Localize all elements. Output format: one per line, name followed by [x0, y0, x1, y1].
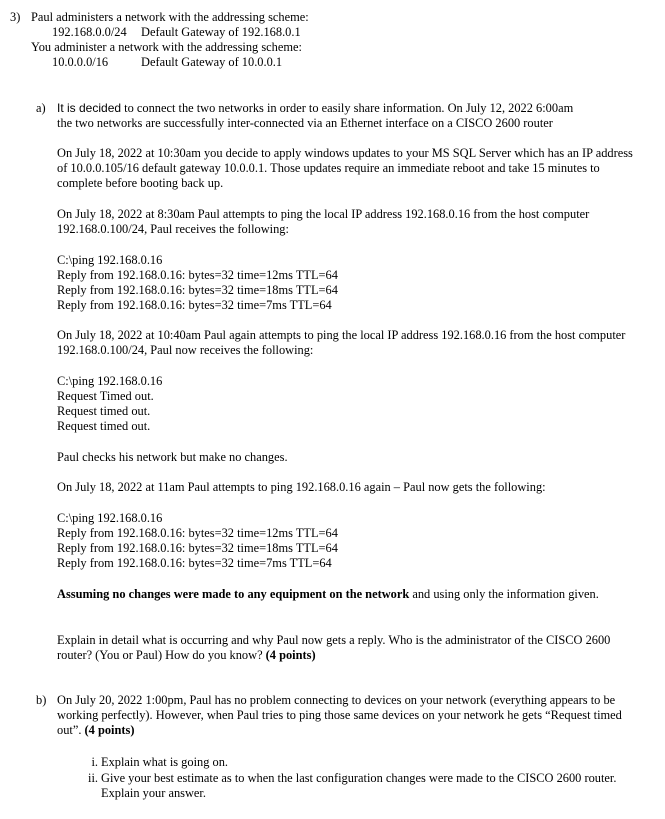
part-b-points: (4 points) — [84, 723, 135, 737]
intro-rest: to connect the two networks in order to easily share information. On July 12, 2022 6:00am — [121, 101, 574, 115]
console-line: Reply from 192.168.0.16: bytes=32 time=7ms TTL=64 — [57, 298, 332, 312]
explain-points: (4 points) — [265, 648, 316, 662]
console-line: C:\ping 192.168.0.16 — [57, 511, 163, 525]
assumption-bold: Assuming no changes were made to any equipment on the network — [57, 587, 410, 601]
question-number: 3) — [10, 10, 21, 24]
console-line: Reply from 192.168.0.16: bytes=32 time=12ms TTL=64 — [57, 268, 338, 282]
paul-network-intro: Paul administers a network with the addressing scheme: — [31, 10, 309, 24]
sub-item-num: i. — [91, 755, 98, 769]
part-b-paragraph — [57, 693, 622, 738]
checks-paragraph: Paul checks his network but make no changes. — [57, 450, 288, 464]
console-line: Request timed out. — [57, 404, 151, 418]
console-line: Request timed out. — [57, 419, 151, 433]
updates-paragraph: On July 18, 2022 at 10:30am you decide to apply windows updates to your MS SQL Server which has an IP address of 10.0.0.105/16 default gateway 10.0.0.1. Those updates require an immediate reboot and take 15 minutes to complete before booting back up. — [57, 146, 633, 190]
paul-network-address: 192.168.0.0/24 — [52, 25, 127, 39]
ping3-paragraph: On July 18, 2022 at 11am Paul attempts to ping 192.168.0.16 again – Paul now gets the following: — [57, 480, 546, 494]
part-a-intro-line2: the two networks are successfully inter-connected via an Ethernet interface on a CISCO 2600 router — [57, 116, 553, 130]
sub-item-text: Explain what is going on. — [101, 755, 228, 769]
sub-item-num: ii. — [88, 771, 98, 785]
console-line: C:\ping 192.168.0.16 — [57, 374, 163, 388]
console-line: Reply from 192.168.0.16: bytes=32 time=18ms TTL=64 — [57, 283, 338, 297]
console-line: Reply from 192.168.0.16: bytes=32 time=18ms TTL=64 — [57, 541, 338, 555]
part-a-label: a) — [36, 101, 46, 115]
paul-default-gateway: Default Gateway of 192.168.0.1 — [141, 25, 301, 39]
ping3-output — [57, 511, 338, 571]
your-network-address: 10.0.0.0/16 — [52, 55, 109, 69]
assumption-paragraph — [57, 587, 617, 602]
console-line: Reply from 192.168.0.16: bytes=32 time=12ms TTL=64 — [57, 526, 338, 540]
explain-text: Explain in detail what is occurring and why Paul now gets a reply. Who is the administrator of the CISCO 2600 router? (You or Paul) How do you know? — [57, 633, 611, 662]
ping2-paragraph: On July 18, 2022 at 10:40am Paul again attempts to ping the local IP address 192.168.0.16 from the host computer 192.168.0.100/24, Paul now receives the following: — [57, 328, 626, 357]
sub-item-text: Give your best estimate as to when the last configuration changes were made to the CISCO 2600 router. Explain your answer. — [101, 771, 617, 800]
ping2-output — [57, 374, 162, 434]
ping1-paragraph: On July 18, 2022 at 8:30am Paul attempts to ping the local IP address 192.168.0.16 from the host computer 192.168.0.100/24, Paul receives the following: — [57, 207, 590, 236]
part-b-text: On July 20, 2022 1:00pm, Paul has no problem connecting to devices on your network (everything appears to be working perfectly). However, when Paul tries to ping those same devices on your network he gets “Request timed out”. — [57, 693, 622, 737]
part-a-intro — [57, 101, 573, 116]
intro-lead: It is decided — [57, 101, 122, 115]
ping1-output — [57, 253, 338, 313]
your-network-intro: You administer a network with the addressing scheme: — [31, 40, 302, 54]
console-line: C:\ping 192.168.0.16 — [57, 253, 163, 267]
console-line: Request Timed out. — [57, 389, 154, 403]
explain-paragraph — [57, 633, 635, 663]
console-line: Reply from 192.168.0.16: bytes=32 time=7ms TTL=64 — [57, 556, 332, 570]
assumption-rest: and using only the information given. — [409, 587, 599, 601]
part-b-label: b) — [36, 693, 47, 707]
your-default-gateway: Default Gateway of 10.0.0.1 — [141, 55, 283, 69]
